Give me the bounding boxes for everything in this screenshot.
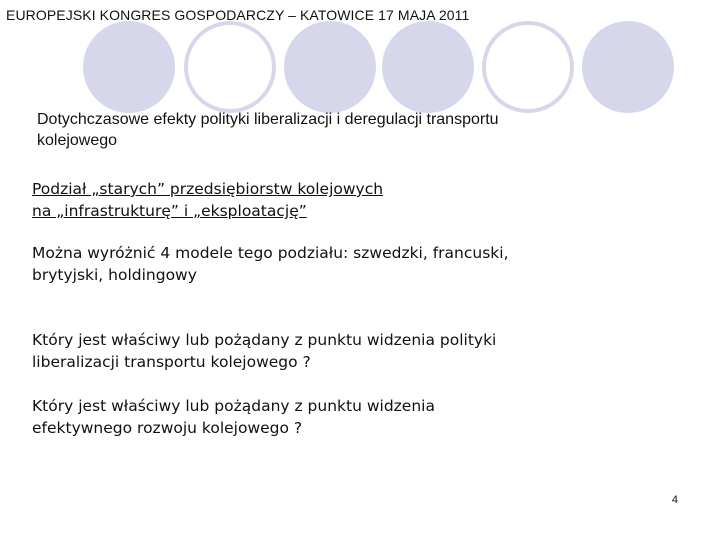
slide-title <box>37 109 677 151</box>
point-models-line-2: brytyjski, holdingowy <box>32 266 197 284</box>
slide-title-line-1: Dotychczasowe efekty polityki liberalizacji i deregulacji transportu <box>37 111 499 128</box>
page-number: 4 <box>671 494 678 506</box>
filled-circle-2 <box>284 21 376 113</box>
point-division-line-2: na „infrastrukturę” i „eksploatację” <box>32 202 307 220</box>
question-liberalization-line-2: liberalizacji transportu kolejowego ? <box>32 353 311 371</box>
question-development-line-2: efektywnego rozwoju kolejowego ? <box>32 419 303 437</box>
slide-title-line-2: kolejowego <box>37 132 118 149</box>
point-division <box>32 178 383 222</box>
point-models <box>32 242 509 286</box>
question-development <box>32 395 435 439</box>
filled-circle-4 <box>582 21 674 113</box>
point-models-line-1: Można wyróżnić 4 modele tego podziału: szwedzki, francuski, <box>32 244 509 262</box>
point-division-line-1: Podział „starych” przedsiębiorstw kolejowych <box>32 180 384 198</box>
ring-circle-2 <box>484 23 572 111</box>
ring-circle-1 <box>186 23 274 111</box>
filled-circle-1 <box>83 21 175 113</box>
conference-header: EUROPEJSKI KONGRES GOSPODARCZY – KATOWICE 17 MAJA 2011 <box>6 7 470 23</box>
filled-circle-3 <box>382 21 474 113</box>
question-liberalization-line-1: Który jest właściwy lub pożądany z punktu widzenia polityki <box>32 331 497 349</box>
question-liberalization <box>32 329 496 373</box>
question-development-line-1: Który jest właściwy lub pożądany z punktu widzenia <box>32 397 435 415</box>
